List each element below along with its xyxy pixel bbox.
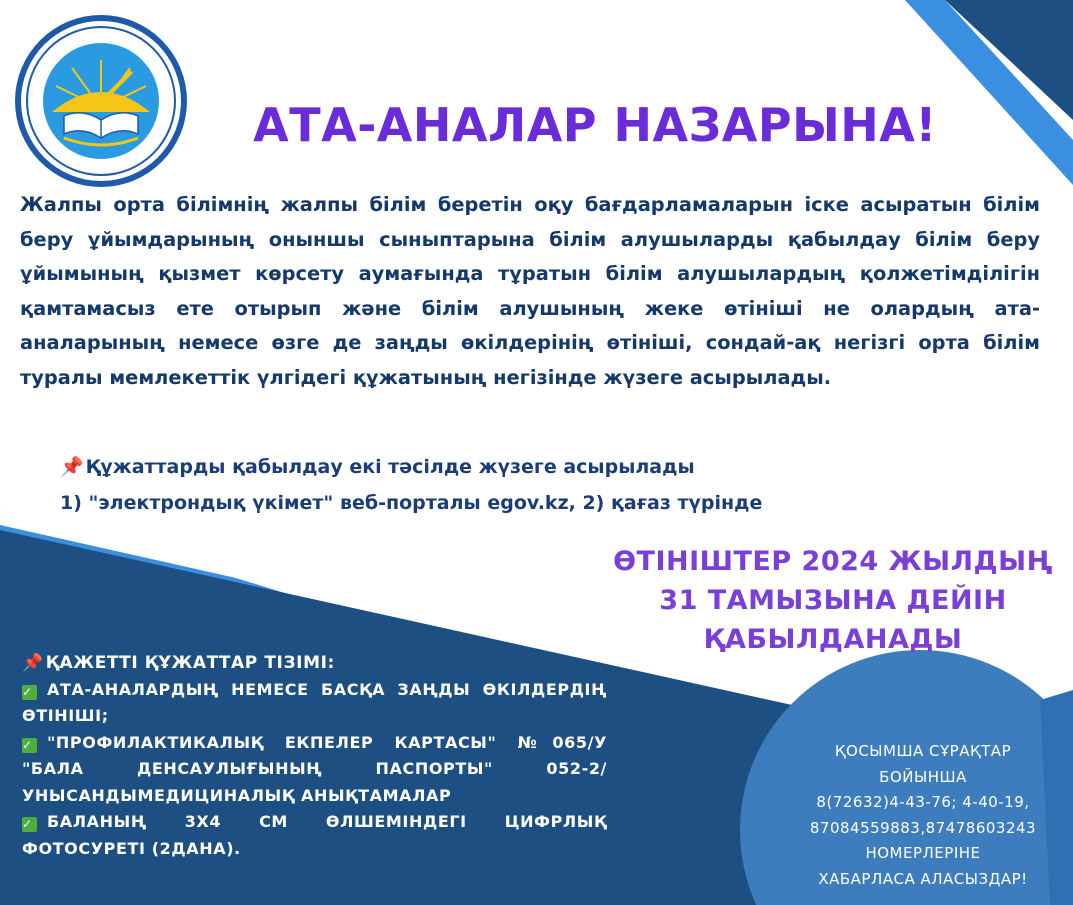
checkmark-icon: ✓	[22, 817, 37, 832]
deadline-line-1: ӨТІНІШТЕР 2024 ЖЫЛДЫҢ	[613, 546, 1053, 577]
document-item-text: "ПРОФИЛАКТИКАЛЫҚ ЕКПЕЛЕР КАРТАСЫ" №065/У "БАЛА ДЕНСАУЛЫҒЫНЫҢ ПАСПОРТЫ" 052-2/ УНЫСАНДЫМЕДИЦИНАЛЫҚ АНЫҚТАМАЛАР	[22, 732, 607, 805]
documents-heading	[22, 650, 607, 677]
document-item-text: АТА-АНАЛАРДЫҢ НЕМЕСЕ БАСҚА ЗАҢДЫ ӨКІЛДЕРДІҢ ӨТІНІШІ;	[22, 679, 607, 725]
emblem-logo	[12, 12, 190, 190]
list-item	[22, 677, 607, 730]
page-title: АТА-АНАЛАР НАЗАРЫНА!	[253, 98, 937, 152]
documents-heading-text: ҚАЖЕТТІ ҚҰЖАТТАР ТІЗІМІ:	[45, 653, 335, 673]
contact-phones-2: 87084559883,87478603243	[809, 818, 1037, 837]
document-item-text: БАЛАНЫҢ 3Х4 СМ ӨЛШЕМІНДЕГІ ЦИФРЛЫҚ ФОТОСУРЕТІ (2ДАНА).	[22, 812, 607, 858]
education-department-emblem-icon	[12, 12, 190, 190]
contact-line-6: ХАБАРЛАСА АЛАСЫЗДАР!	[818, 869, 1028, 888]
pushpin-icon: 📌	[60, 456, 84, 478]
submission-methods-heading	[60, 455, 695, 478]
deadline-line-3: ҚАБЫЛДАНАДЫ	[703, 624, 963, 655]
contact-line-2: БОЙЫНША	[879, 767, 967, 786]
deadline-notice	[598, 542, 1068, 659]
list-item	[22, 809, 607, 862]
contact-info	[778, 739, 1068, 892]
contact-line-5: НОМЕРЛЕРІНЕ	[865, 844, 981, 862]
pushpin-icon: 📌	[22, 653, 44, 673]
intro-paragraph: Жалпы орта білімнің жалпы білім беретін оқу бағдарламаларын іске асыратын білім беру ұйымдарының оныншы сыныптарына білім алушыларды қабылдау білім беру ұйымының қызмет көрсету аумағында тұратын білім алушылардың қолжетімділігін қамтамасыз ете отырып және білім алушының жеке өтініші не олардың ата-аналарының немесе өзге де заңды өкілдерінің өтініші, сондай-ақ негізгі орта білім туралы мемлекеттік үлгідегі құжатының негізінде жүзеге асырылады.	[20, 193, 1040, 389]
checkmark-icon: ✓	[22, 738, 37, 753]
methods-heading-text: Құжаттарды қабылдау екі тәсілде жүзеге асырылады	[85, 456, 695, 478]
required-documents-list	[22, 650, 607, 862]
contact-phones-1: 8(72632)4-43-76; 4-40-19,	[816, 793, 1030, 811]
deadline-line-2: 31 ТАМЫЗЫНА ДЕЙІН	[659, 585, 1007, 616]
list-item	[22, 730, 607, 810]
contact-line-1: ҚОСЫМША СҰРАҚТАР	[834, 742, 1012, 760]
checkmark-icon: ✓	[22, 685, 37, 700]
submission-methods-options: 1) "электрондық үкімет" веб-порталы egov.kz, 2) қағаз түрінде	[60, 492, 763, 514]
